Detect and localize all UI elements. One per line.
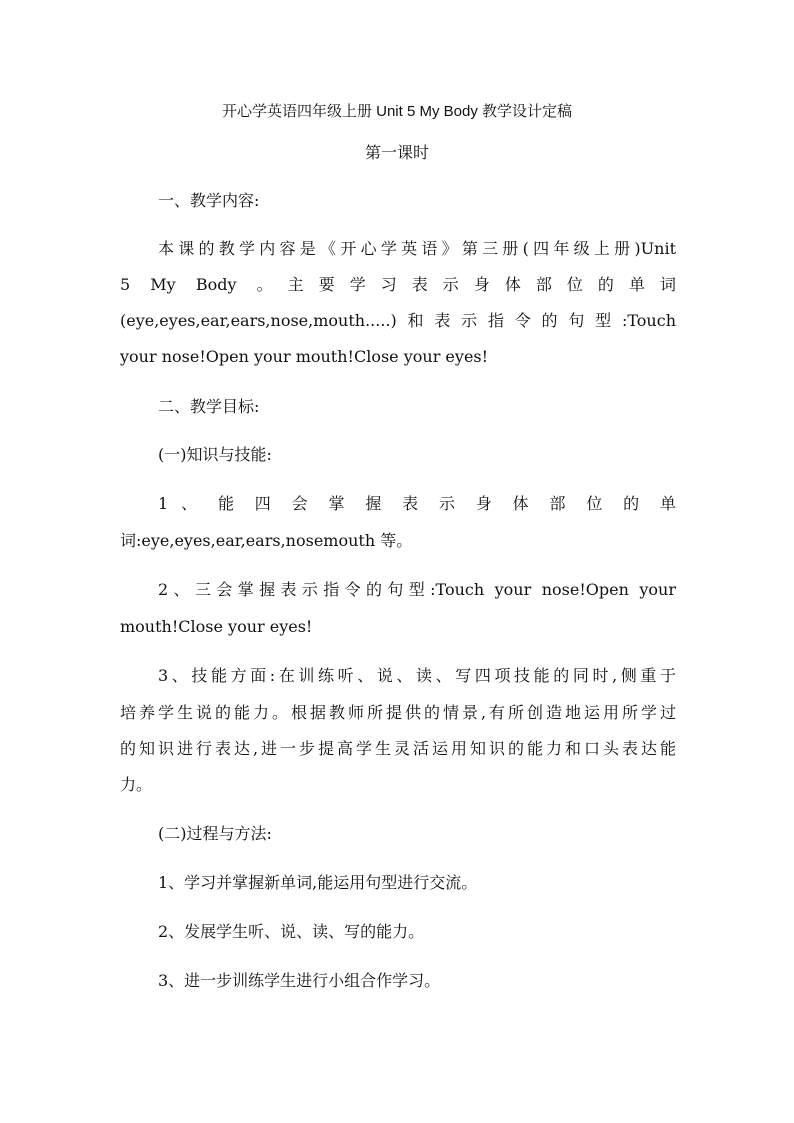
objective-item1-line2: 词:eye,eyes,ear,ears,nosemouth 等。 — [120, 531, 413, 550]
process-item1: 1、学习并掌握新单词,能运用句型进行交流。 — [158, 873, 478, 892]
objective-item3-line3: 的知识进行表达,进一步提高学生灵活运用知识的能力和口头表达能 — [120, 739, 676, 758]
objective-item2-line1: 2、三会掌握表示指令的句型:Touch your nose!Open your — [158, 580, 676, 599]
objective-item2-line2: mouth!Close your eyes! — [120, 617, 313, 636]
section2-heading: 二、教学目标: — [158, 397, 260, 416]
subsection1-heading: (一)知识与技能: — [158, 445, 272, 464]
objective-item3-line2: 培养学生说的能力。根据教师所提供的情景,有所创造地运用所学过 — [120, 703, 676, 722]
subsection2-heading: (二)过程与方法: — [158, 824, 272, 843]
process-item2: 2、发展学生听、说、读、写的能力。 — [158, 922, 425, 941]
section1-paragraph-line4: your nose!Open your mouth!Close your eyes! — [120, 347, 489, 366]
section1-paragraph-line3: (eye,eyes,ear,ears,nose,mouth.....)和表示指令的句型:Touch — [120, 311, 676, 330]
section1-paragraph-line1: 本课的教学内容是《开心学英语》第三册(四年级上册)Unit — [158, 239, 676, 258]
objective-item1-line1: 1 、 能 四 会 掌 握 表 示 身 体 部 位 的 单 — [158, 494, 676, 513]
section1-paragraph-line2: 5 My Body 。主要学习表示身体部位的单词 — [120, 275, 676, 294]
objective-item3-line4: 力。 — [120, 775, 153, 794]
objective-item3-line1: 3、技能方面:在训练听、说、读、写四项技能的同时,侧重于 — [158, 666, 676, 685]
process-item3: 3、进一步训练学生进行小组合作学习。 — [158, 971, 441, 990]
section1-heading: 一、教学内容: — [158, 191, 260, 210]
document-subtitle: 第一课时 — [364, 143, 429, 162]
document-title: 开心学英语四年级上册 Unit 5 My Body 教学设计定稿 — [221, 103, 573, 120]
